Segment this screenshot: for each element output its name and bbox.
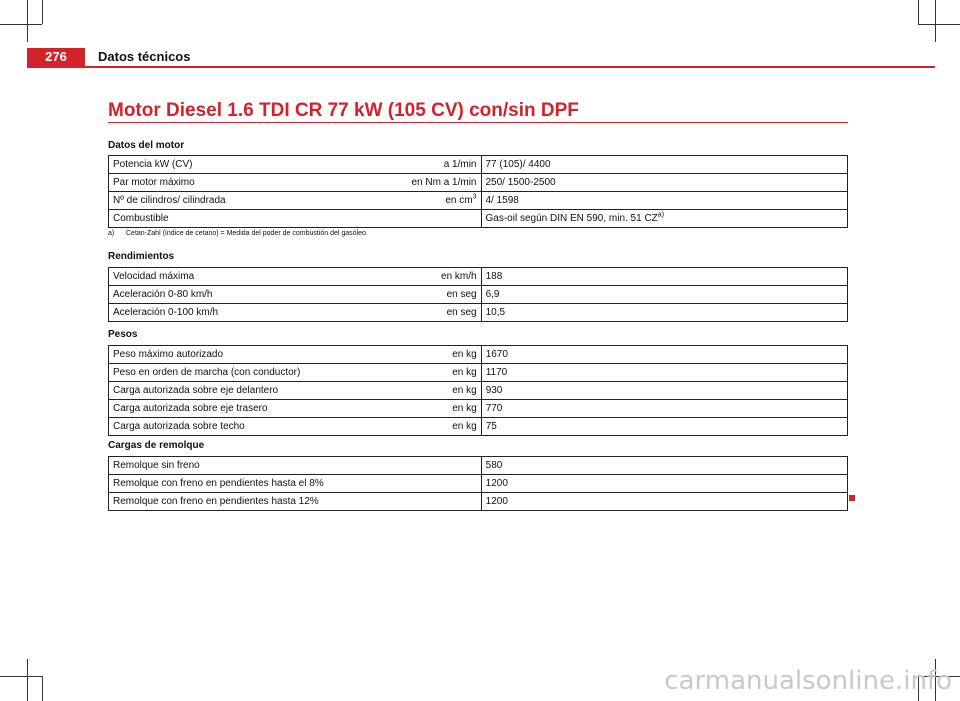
row-label: Remolque sin freno	[109, 457, 482, 475]
row-value: 10,5	[481, 304, 847, 322]
table-row	[109, 286, 848, 304]
table-row	[109, 493, 848, 511]
table-row	[109, 457, 848, 475]
value-text: Gas-oil según DIN EN 590, min. 51 CZ	[485, 212, 658, 224]
row-label: Par motor máximo	[109, 174, 347, 192]
table-row	[109, 192, 848, 210]
row-value: 1670	[481, 346, 847, 364]
unit-superscript: 3	[472, 193, 477, 201]
table-rendimientos	[108, 267, 848, 322]
row-label: Remolque con freno en pendientes hasta 12%	[109, 493, 482, 511]
row-label: Aceleración 0-100 km/h	[109, 304, 347, 322]
row-label: Carga autorizada sobre eje delantero	[109, 382, 347, 400]
page-title: Motor Diesel 1.6 TDI CR 77 kW (105 CV) con/sin DPF	[108, 100, 579, 121]
section-heading-motor: Datos del motor	[108, 140, 185, 151]
crop-mark	[0, 676, 42, 677]
crop-mark	[918, 24, 960, 25]
row-label: Potencia kW (CV)	[109, 156, 347, 174]
header-title: Datos técnicos	[98, 49, 191, 64]
row-unit: en kg	[347, 418, 481, 436]
row-value: 250/ 1500-2500	[481, 174, 848, 192]
crop-mark	[0, 24, 42, 25]
row-value: 77 (105)/ 4400	[481, 156, 848, 174]
row-value	[481, 210, 848, 228]
row-value: 1170	[481, 364, 847, 382]
table-row	[109, 475, 848, 493]
title-rule	[108, 122, 848, 123]
row-label: Velocidad máxima	[109, 268, 347, 286]
row-unit: en kg	[347, 346, 481, 364]
row-value: 930	[481, 382, 847, 400]
row-value: 770	[481, 400, 847, 418]
row-label: Combustible	[109, 210, 347, 228]
row-label: Carga autorizada sobre eje trasero	[109, 400, 347, 418]
row-value: 188	[481, 268, 847, 286]
page-number: 276	[27, 48, 85, 66]
row-value: 1200	[481, 493, 847, 511]
footnote-ref: a)	[657, 211, 665, 219]
table-motor	[108, 155, 848, 228]
table-pesos	[108, 345, 848, 436]
row-unit: en seg	[347, 304, 481, 322]
unit-text: en cm	[445, 194, 473, 206]
table-row	[109, 400, 848, 418]
footnote-mark: a)	[108, 230, 115, 237]
row-label: Remolque con freno en pendientes hasta el 8%	[109, 475, 482, 493]
row-value: 4/ 1598	[481, 192, 848, 210]
row-label: Peso en orden de marcha (con conductor)	[109, 364, 347, 382]
row-unit	[347, 210, 481, 228]
table-row	[109, 268, 848, 286]
row-value: 580	[481, 457, 847, 475]
row-label: Aceleración 0-80 km/h	[109, 286, 347, 304]
table-row	[109, 418, 848, 436]
row-label: Peso máximo autorizado	[109, 346, 347, 364]
row-unit: en Nm a 1/min	[347, 174, 481, 192]
table-remolque	[108, 456, 848, 511]
table-row	[109, 382, 848, 400]
row-unit: en kg	[347, 364, 481, 382]
table-row	[109, 304, 848, 322]
row-unit: en km/h	[347, 268, 481, 286]
row-label: Carga autorizada sobre techo	[109, 418, 347, 436]
row-unit: en kg	[347, 400, 481, 418]
row-unit: a 1/min	[347, 156, 481, 174]
row-value: 1200	[481, 475, 847, 493]
row-label: Nº de cilindros/ cilindrada	[109, 192, 347, 210]
table-row	[109, 174, 848, 192]
crop-mark	[27, 659, 28, 701]
crop-mark	[935, 0, 936, 42]
section-heading-remolque: Cargas de remolque	[108, 440, 205, 451]
watermark: carmanualsonline.info	[664, 666, 952, 696]
section-heading-pesos: Pesos	[108, 329, 138, 340]
crop-mark	[918, 0, 919, 24]
footnote	[108, 229, 368, 239]
table-row	[109, 364, 848, 382]
section-end-marker	[849, 495, 855, 501]
table-row	[109, 156, 848, 174]
table-row	[109, 346, 848, 364]
row-value: 6,9	[481, 286, 847, 304]
row-unit	[347, 192, 481, 210]
row-unit: en seg	[347, 286, 481, 304]
row-unit: en kg	[347, 382, 481, 400]
footnote-text: Cetan-Zahl (índice de cetano) = Medida del poder de combustión del gasóleo.	[126, 230, 368, 237]
row-value: 75	[481, 418, 847, 436]
table-row	[109, 210, 848, 228]
crop-mark	[42, 676, 43, 701]
header-rule	[27, 66, 935, 68]
section-heading-rendimientos: Rendimientos	[108, 251, 175, 262]
crop-mark	[42, 0, 43, 24]
crop-mark	[27, 0, 28, 42]
